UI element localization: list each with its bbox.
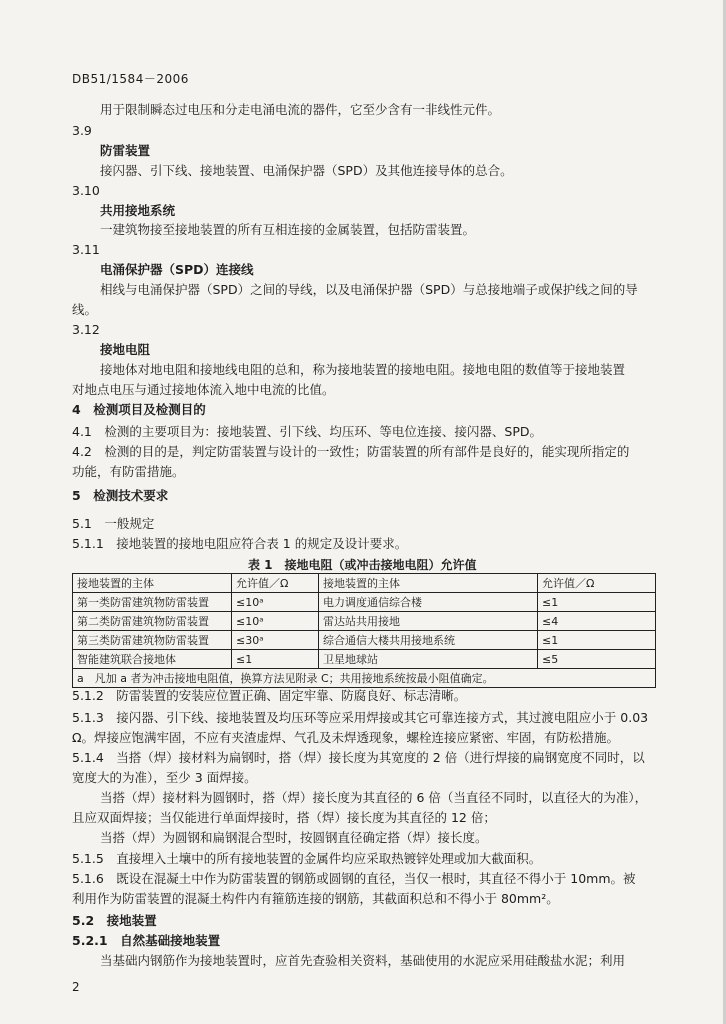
table-note-row <box>73 669 656 688</box>
text-line: 5.1.6 既设在混凝土中作为防雷装置的钢筋或圆钢的直径，当仅一根时，其直径不得小于 10mm。被 <box>72 871 636 886</box>
page-number: 2 <box>72 980 80 994</box>
table-cell: 电力调度通信综合楼 <box>319 593 538 612</box>
text-line: 4.2 检测的目的是，判定防雷装置与设计的一致性；防雷装置的所有部件是良好的，能实现所指定的 <box>72 444 630 459</box>
table-cell: ≤1 <box>538 593 656 612</box>
text-line: 当基础内钢筋作为接地装置时，应首先查验相关资料，基础使用的水泥应采用硅酸盐水泥；利用 <box>100 953 626 968</box>
text-line: 5.1.4 当搭（焊）接材料为扁钢时，搭（焊）接长度为其宽度的 2 倍（进行焊接的扁钢宽度不同时，以 <box>72 750 645 765</box>
text-line: Ω。焊接应饱满牢固，不应有夹渣虚焊、气孔及未焊透现象，螺栓连接应紧密、牢固，有防松措施。 <box>72 730 620 745</box>
table-cell: 第三类防雷建筑物防雷装置 <box>73 631 232 650</box>
table-header-row <box>73 574 656 593</box>
table-row <box>73 612 656 631</box>
table-cell: 综合通信大楼共用接地系统 <box>319 631 538 650</box>
section-number: 3.9 <box>72 123 92 138</box>
text-line: 5.1.1 接地装置的接地电阻应符合表 1 的规定及设计要求。 <box>72 536 408 551</box>
text-line: 5.1.2 防雷装置的安装应位置正确、固定牢靠、防腐良好、标志清晰。 <box>72 688 467 703</box>
text-line: 利用作为防雷装置的混凝土构件内有箍筋连接的钢筋，其截面积总和不得小于 80mm²。 <box>72 891 559 906</box>
table-header: 允许值／Ω <box>232 574 319 593</box>
table-cell: 第二类防雷建筑物防雷装置 <box>73 612 232 631</box>
text-line: 相线与电涌保护器（SPD）之间的导线，以及电涌保护器（SPD）与总接地端子或保护线之间的导 <box>100 282 638 297</box>
term-title: 防雷装置 <box>100 143 151 158</box>
section-number: 3.11 <box>72 242 100 257</box>
table-cell: ≤5 <box>538 650 656 669</box>
text-line: 一建筑物接至接地装置的所有互相连接的金属装置，包括防雷装置。 <box>100 222 476 237</box>
text-line: 接闪器、引下线、接地装置、电涌保护器（SPD）及其他连接导体的总合。 <box>100 163 513 178</box>
table-header: 接地装置的主体 <box>73 574 232 593</box>
table-cell: 卫星地球站 <box>319 650 538 669</box>
table-caption: 表 1 接地电阻（或冲击接地电阻）允许值 <box>248 558 477 572</box>
resistance-table <box>72 573 656 688</box>
table-header: 接地装置的主体 <box>319 574 538 593</box>
text-line: 用于限制瞬态过电压和分走电涌电流的器件，它至少含有一非线性元件。 <box>100 102 501 117</box>
text-line: 当搭（焊）接材料为圆钢时，搭（焊）接长度为其直径的 6 倍（当直径不同时，以直径大的为准）， <box>100 790 648 805</box>
table-cell: ≤4 <box>538 612 656 631</box>
text-line: 对地点电压与通过接地体流入地中电流的比值。 <box>72 382 335 397</box>
text-line: 且应双面焊接；当仅能进行单面焊接时，搭（焊）接长度为其直径的 12 倍； <box>72 810 496 825</box>
standard-code: DB51/1584－2006 <box>72 72 189 86</box>
term-title: 电涌保护器（SPD）连接线 <box>100 262 254 277</box>
table-cell: ≤1 <box>232 650 319 669</box>
text-line: 宽度大的为准），至少 3 面焊接。 <box>72 770 257 785</box>
section-heading: 5.2 接地装置 <box>72 913 157 928</box>
table-cell: ≤1 <box>538 631 656 650</box>
text-line: 5.1.3 接闪器、引下线、接地装置及均压环等应采用焊接或其它可靠连接方式，其过渡电阻应小于 0.03 <box>72 710 649 725</box>
text-line: 5.1.5 直接埋入土壤中的所有接地装置的金属件均应采取热镀锌处理或加大截面积。 <box>72 851 542 866</box>
subsection-heading: 5.1 一般规定 <box>72 516 155 531</box>
table-row <box>73 631 656 650</box>
table-cell: 智能建筑联合接地体 <box>73 650 232 669</box>
table-note: a 凡加 a 者为冲击接地电阻值，换算方法见附录 C；共用接地系统按最小阻值确定。 <box>73 669 656 688</box>
table-cell: 雷达站共用接地 <box>319 612 538 631</box>
section-heading: 5 检测技术要求 <box>72 488 169 503</box>
text-line: 当搭（焊）为圆钢和扁钢混合型时，按圆钢直径确定搭（焊）接长度。 <box>100 830 488 845</box>
table-header: 允许值／Ω <box>538 574 656 593</box>
text-line: 4.1 检测的主要项目为：接地装置、引下线、均压环、等电位连接、接闪器、SPD。 <box>72 424 542 439</box>
section-number: 3.10 <box>72 183 100 198</box>
subsection-heading: 5.2.1 自然基础接地装置 <box>72 933 221 948</box>
text-line: 线。 <box>72 302 98 317</box>
table-row <box>73 650 656 669</box>
table-cell: ≤10ᵃ <box>232 593 319 612</box>
text-line: 功能，有防雷措施。 <box>72 464 185 479</box>
term-title: 共用接地系统 <box>100 203 176 218</box>
table-cell: 第一类防雷建筑物防雷装置 <box>73 593 232 612</box>
section-number: 3.12 <box>72 322 100 337</box>
table-row <box>73 593 656 612</box>
section-heading: 4 检测项目及检测目的 <box>72 402 206 417</box>
table-cell: ≤10ᵃ <box>232 612 319 631</box>
term-title: 接地电阻 <box>100 342 151 357</box>
text-line: 接地体对地电阻和接地线电阻的总和，称为接地装置的接地电阻。接地电阻的数值等于接地装置 <box>100 362 626 377</box>
table-cell: ≤30ᵃ <box>232 631 319 650</box>
